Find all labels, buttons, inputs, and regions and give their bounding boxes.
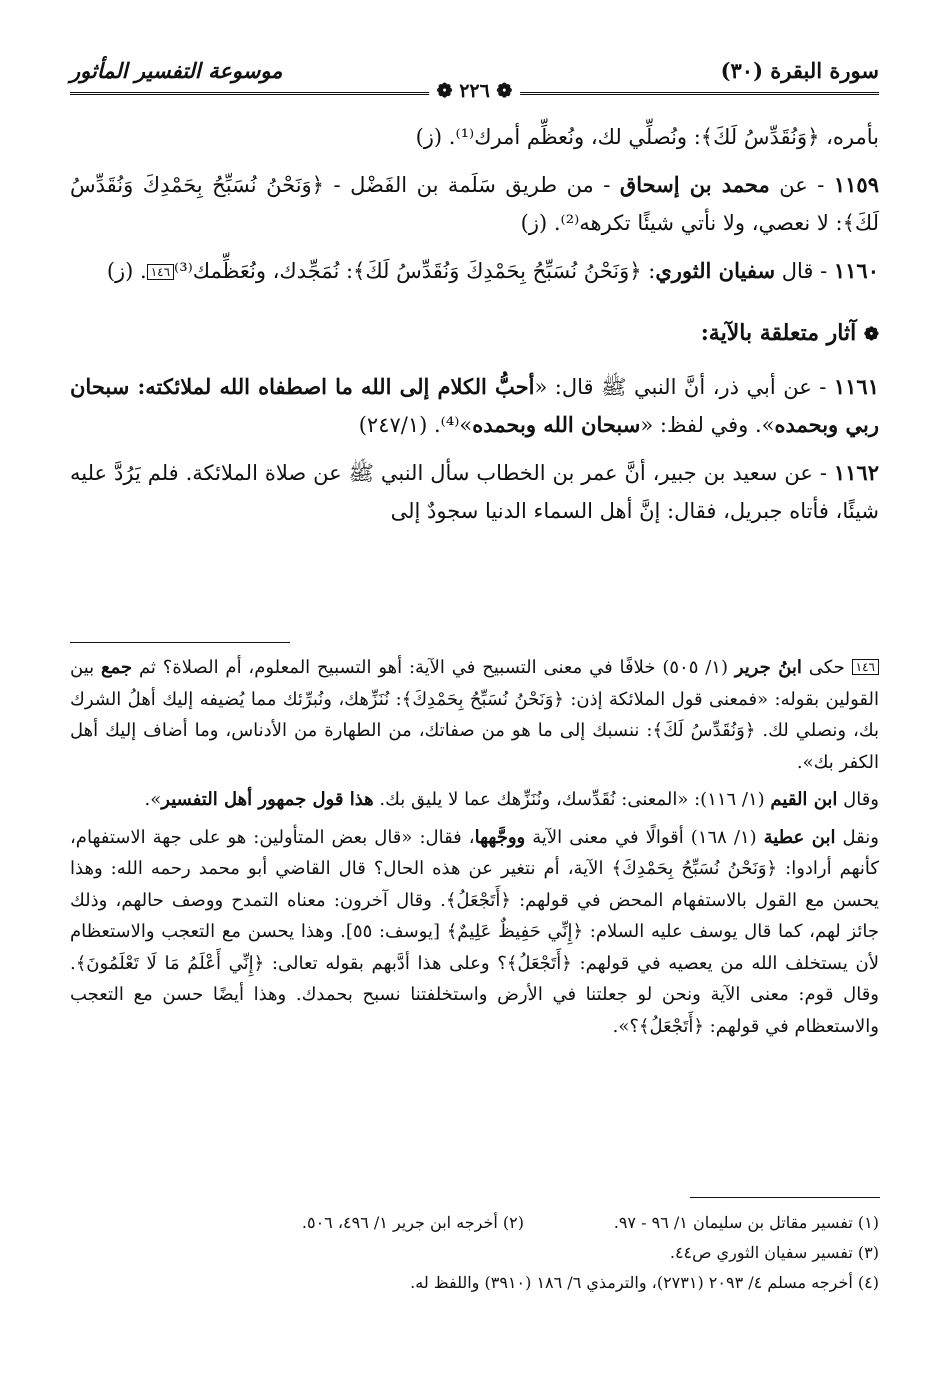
page-number-value: ٢٢٦	[459, 80, 490, 102]
note-ibn-qayyim	[70, 784, 879, 816]
scholar-name: ابن القيم	[770, 789, 838, 810]
hadith-quote: أحبُّ الكلام إلى الله ما اصطفاه الله لملائكته: سبحان ربي وبحمده	[70, 374, 879, 437]
note-number-box: ١٤٦	[852, 659, 879, 675]
page-header	[70, 58, 879, 102]
athar-text: »⁽⁴⁾. (٢٤٧/١)	[358, 413, 473, 437]
footnotes	[70, 1208, 879, 1298]
note-text: (١/ ١٦٨) أقوالًا في معنى الآية	[525, 826, 764, 848]
scholar-name: ابنُ جرير	[734, 657, 802, 678]
athar-1159	[70, 166, 879, 242]
footnotes-separator	[690, 1197, 880, 1198]
scholar-notes	[70, 652, 879, 1048]
footnote-3: (٣) تفسير سفيان الثوري ص٤٤.	[669, 1243, 879, 1262]
athar-number: ١١٥٩	[833, 172, 879, 197]
athar-1160	[70, 252, 879, 290]
section-heading	[70, 314, 879, 354]
athar-text: - عن أبي ذر، أنَّ النبي ﷺ قال: «	[534, 375, 834, 399]
note-text: ونقل	[835, 826, 879, 848]
athar-number: ١١٦٢	[833, 460, 879, 485]
athar-source: سفيان الثوري	[655, 258, 776, 283]
athar-tail: . (ز)	[106, 259, 147, 283]
athar-lead: - عن	[769, 173, 834, 197]
note-text: بين القولين بقوله: «فمعنى قول الملائكة إذن: ﴿وَنَحْنُ نُسَبِّحُ بِحَمْدِكَ﴾: نُنَزِّهك، ونُبرِّئك مما يُضيفه إليك أهلُ الشرك بك، ونصلي لك. ﴿وَنُقَدِّسُ لَكَ﴾: ننسبك إلى ما هو من صفاتك، من الطهارة من الأدناس، وما أضاف إليك أهل الكفر بك».	[70, 657, 880, 773]
athar-1162	[70, 454, 879, 530]
note-emphasis: ووجَّهها	[474, 826, 526, 848]
note-text: ».	[144, 789, 162, 810]
note-text: (١/ ٥٠٥) خلافًا في معنى التسبيح في الآية: أهو التسبيح المعلوم، أم الصلاة؟ ثم	[132, 657, 735, 678]
note-ibn-atiyya	[70, 822, 879, 1043]
flower-icon: ❁	[863, 324, 879, 345]
footnote-4: (٤) أخرجه مسلم ٤/ ٢٠٩٣ (٢٧٣١)، والترمذي ٦/ ١٨٦ (٣٩١٠) واللفظ له.	[410, 1273, 879, 1292]
note-emphasis: هذا قول جمهور أهل التفسير	[161, 789, 374, 810]
hadith-quote: سبحان الله وبحمده	[472, 412, 641, 437]
main-text	[70, 118, 879, 540]
book-title: موسوعة التفسير المأثور	[70, 58, 283, 83]
footnote-row	[70, 1208, 879, 1238]
note-ref-box[interactable]: ١٤٦	[147, 264, 174, 280]
scholar-name: ابن عطية	[763, 826, 836, 848]
note-ibn-jarir	[70, 652, 879, 778]
note-emphasis: جمع	[100, 657, 133, 678]
athar-source: محمد بن إسحاق	[619, 172, 770, 197]
page-number: ❁ ٢٢٦ ❁	[429, 80, 521, 102]
note-text: حكى	[801, 657, 852, 678]
athar-lead: - قال	[775, 259, 834, 283]
footnote-2: (٢) أخرجه ابن جرير ١/ ٤٩٦، ٥٠٦.	[301, 1213, 524, 1232]
surah-title: سورة البقرة (٣٠)	[720, 58, 879, 83]
note-text: وقال	[837, 789, 879, 810]
athar-number: ١١٦٠	[833, 258, 879, 283]
section-title: آثار متعلقة بالآية:	[700, 320, 857, 346]
note-text: ، فقال: «قال بعض المتأولين: هو على جهة الاستفهام، كأنهم أرادوا: ﴿وَنَحْنُ نُسَبِّحُ بِحَمْدِكَ﴾ الآية، أم نتغير عن هذه الحال؟ قال القاضي أبو محمد رحمه الله: وهذا يحسن مع القول بالاستفهام المحض في قولهم: ﴿أَتَجْعَلُ﴾. وقال آخرون: معناه التمدح ووصف حالهم، وذلك جائز لهم، كما قال يوسف عليه السلام: ﴿إِنِّي حَفِيظٌ عَلِيمٌ﴾ [يوسف: ٥٥]. وهذا يحسن مع التعجب والاستعظام لأن يستخلف الله من يعصيه في قولهم: ﴿أَتَجْعَلُ﴾؟ وعلى هذا أدَّبهم بقوله تعالى: ﴿إِنِّي أَعْلَمُ مَا لَا تَعْلَمُونَ﴾. وقال قوم: معنى الآية ونحن لو جعلتنا في الأرض واستخلفتنا نسبح بحمدك. وهذا أيضًا حسن مع التعجب والاستعظام في قولهم: ﴿أَتَجْعَلُ﴾؟».	[70, 826, 879, 1037]
athar-1161	[70, 368, 879, 444]
note-text: (١/ ١١٦): «المعنى: نُقَدِّسك، ونُنَزِّهك عما لا يليق بك.	[373, 789, 771, 810]
notes-separator	[70, 642, 290, 643]
athar-text: ». وفي لفظ: «	[640, 413, 775, 437]
athar-text: - عن سعيد بن جبير، أنَّ عمر بن الخطاب سأل النبي ﷺ عن صلاة الملائكة. فلم يَرُدَّ عليه شيئًا، فأتاه جبريل، فقال: إنَّ أهل السماء الدنيا سجودٌ إلى	[70, 461, 879, 523]
footnote-1: (١) تفسير مقاتل بن سليمان ١/ ٩٦ - ٩٧.	[613, 1213, 879, 1232]
paragraph-continuation: بأمره، ﴿وَنُقَدِّسُ لَكَ﴾: ونُصلِّي لك، ونُعظِّم أمرك⁽¹⁾. (ز)	[415, 125, 879, 149]
athar-text: - من طريق سَلَمة بن الفَضْل - ﴿وَنَحْنُ نُسَبِّحُ بِحَمْدِكَ وَنُقَدِّسُ لَكَ﴾: لا نعصي، ولا نأتي شيئًا تكرهه⁽²⁾. (ز)	[70, 173, 879, 235]
athar-text: : ﴿وَنَحْنُ نُسَبِّحُ بِحَمْدِكَ وَنُقَدِّسُ لَكَ﴾: نُمَجِّدك، ونُعَظِّمك⁽³⁾	[174, 259, 656, 283]
athar-number: ١١٦١	[833, 374, 879, 399]
